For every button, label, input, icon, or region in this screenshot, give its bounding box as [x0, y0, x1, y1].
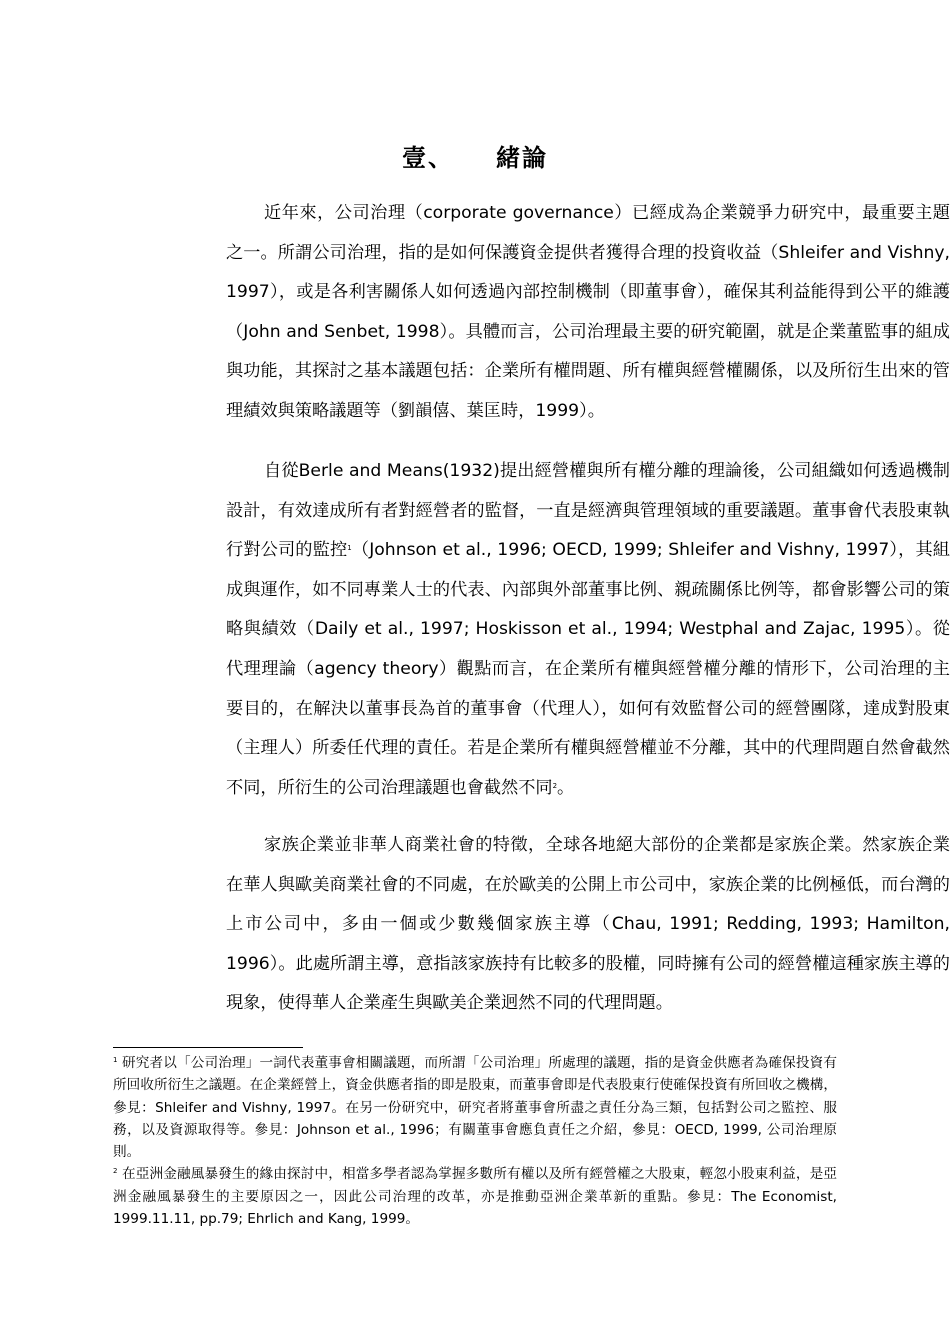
paragraph-3: 家族企業並非華人商業社會的特徵，全球各地絕大部份的企業都是家族企業。然家族企業在華人與歐美商業社會的不同處，在於歐美的公開上市公司中，家族企業的比例極低，而台灣的上市公司中，多由一個或少數幾個家族主導（Chau, 1991; Redding, 1993; Hamilton, 1996）。此處所謂主導，意指該家族持有比較多的股權，同時擁有公司的經營權這種家族主導的現象，使得華人企業產生與歐美企業迥然不同的代理問題。 — [226, 835, 950, 1014]
paragraph-2-part-3: 。 — [557, 777, 575, 798]
footnote-2-text: 在亞洲金融風暴發生的緣由探討中，相當多學者認為掌握多數所有權以及所有經營權之大股東，輕忽小股東利益，是亞洲金融風暴發生的主要原因之一，因此公司治理的改革，亦是推動亞洲企業革新的重點。參見：The Economist, 1999.11.11, pp.79; Ehrlich and Kang, 1999。 — [113, 1166, 837, 1228]
footnote-mark-1: 1 — [113, 1056, 118, 1064]
footnote-ref-1[interactable]: 1 — [347, 544, 352, 553]
footnotes — [113, 1052, 837, 1230]
footnote-1 — [113, 1052, 837, 1163]
paragraph-2-part-2: （Johnson et al., 1996; OECD, 1999; Shleifer and Vishny, 1997），其組成與運作，如不同專業人士的代表、內部與外部董事比例、親疏關係比例等，都會影響公司的策略與績效（Daily et al., 1997; Hoskisson et al., 1994; Westphal and Zajac, 1995）。從代理理論（agency theory）觀點而言，在企業所有權與經營權分離的情形下，公司治理的主要目的，在解決以董事長為首的董事會（代理人），如何有效監督公司的經營團隊，達成對股東（主理人）所委任代理的責任。若是企業所有權與經營權並不分離，其中的代理問題自然會截然不同，所衍生的公司治理議題也會截然不同 — [226, 540, 950, 798]
section-heading: 緒論 — [496, 143, 548, 172]
footnote-2 — [113, 1163, 837, 1230]
paragraph-2-part-1: 自從Berle and Means(1932)提出經營權與所有權分離的理論後，公司組織如何透過機制設計，有效達成所有者對經營者的監督，一直是經濟與管理領域的重要議題。董事會代表股東執行對公司的監控 — [226, 461, 950, 561]
footnote-separator — [113, 1047, 303, 1048]
footnote-1-text: 研究者以「公司治理」一詞代表董事會相關議題，而所謂「公司治理」所處理的議題，指的是資金供應者為確保投資有所回收所衍生之議題。在企業經營上，資金供應者指的即是股東，而董事會即是代表股東行使確保投資有所回收之機構，參見：Shleifer and Vishny, 1997。在另一份研究中，研究者將董事會所盡之責任分為三類，包括對公司之監控、服務，以及資源取得等。參見：Johnson et al., 1996；有關董事會應負責任之介紹，參見：OECD, 1999, 公司治理原則。 — [113, 1055, 837, 1161]
footnote-mark-2: 2 — [113, 1167, 118, 1176]
section-number: 壹、 — [402, 143, 454, 172]
paragraph-1: 近年來，公司治理（corporate governance）已經成為企業競爭力研究中，最重要主題之一。所謂公司治理，指的是如何保護資金提供者獲得合理的投資收益（Shleifer and Vishny, 1997），或是各利害關係人如何透過內部控制機制（即董事會），確保其利益能得到公平的維護（John and Senbet, 1998）。具體而言，公司治理最主要的研究範圍，就是企業董監事的組成與功能，其探討之基本議題包括：企業所有權問題、所有權與經營權關係，以及所衍生出來的管理績效與策略議題等（劉韻僖、葉匡時，1999）。 — [226, 203, 950, 421]
section-title — [0, 138, 950, 173]
footnote-ref-2[interactable]: 2 — [552, 781, 558, 790]
paragraph-2 — [226, 452, 950, 808]
